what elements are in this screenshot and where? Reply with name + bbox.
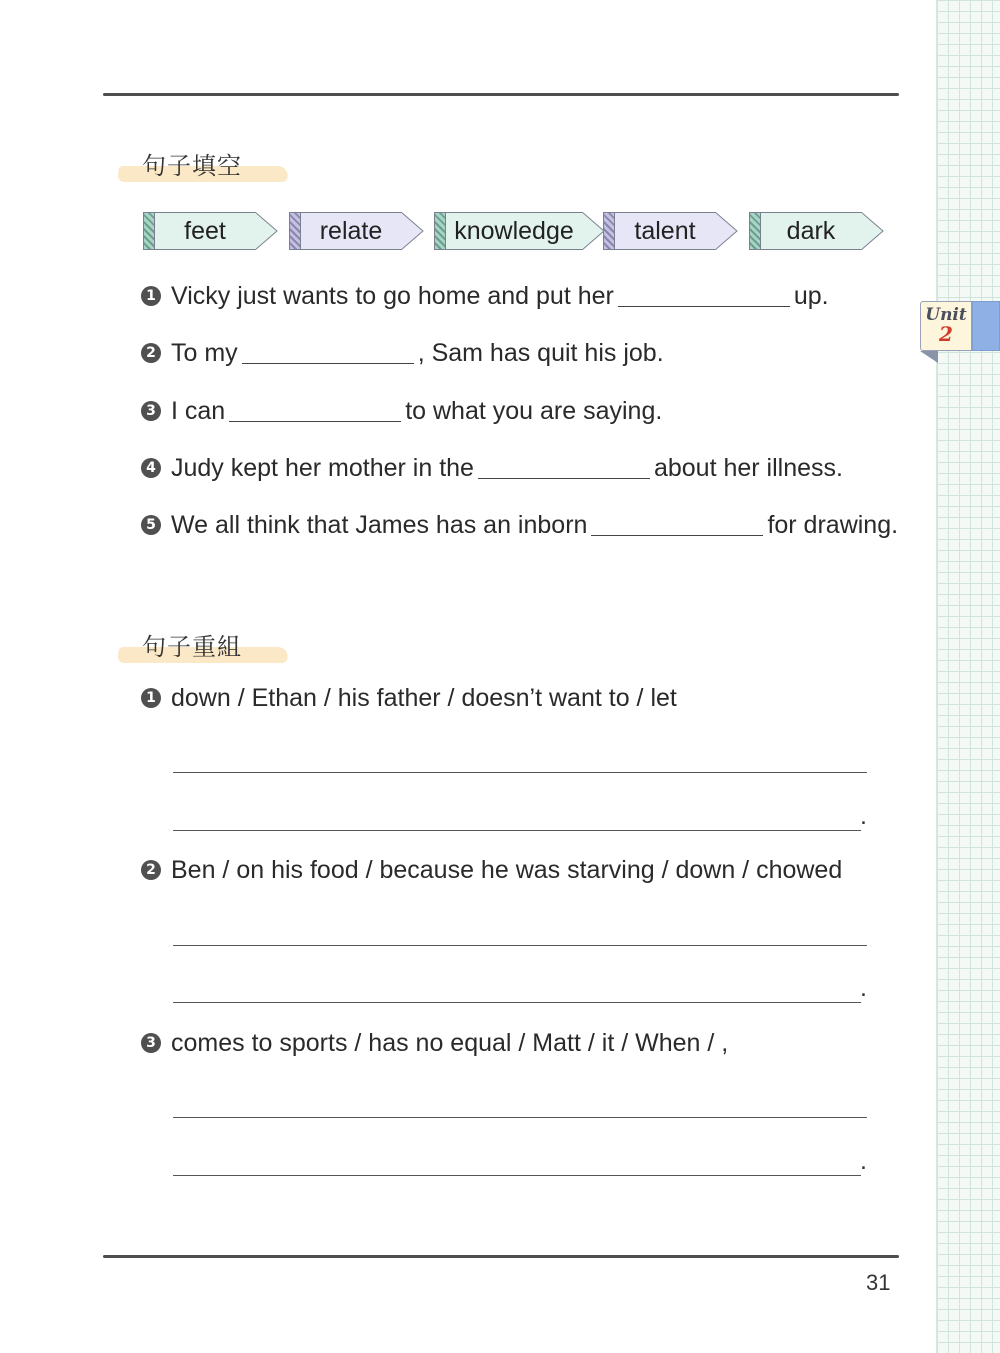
chip-stripe bbox=[143, 212, 155, 250]
answer-blank[interactable] bbox=[478, 477, 650, 479]
answer-line[interactable] bbox=[173, 1117, 867, 1118]
fill-question-4 bbox=[141, 454, 843, 488]
answer-line[interactable] bbox=[173, 1175, 861, 1176]
end-period: . bbox=[860, 974, 867, 1002]
answer-blank[interactable] bbox=[618, 305, 790, 307]
unit-label: Unit bbox=[925, 305, 967, 325]
answer-line[interactable] bbox=[173, 830, 861, 831]
reorder-question-1 bbox=[141, 684, 677, 718]
end-period: . bbox=[860, 1147, 867, 1175]
reorder-question-2 bbox=[141, 856, 842, 890]
answer-blank[interactable] bbox=[591, 534, 763, 536]
chip-word: talent bbox=[615, 212, 715, 250]
question-number-badge: 4 bbox=[141, 458, 161, 478]
section-fill-in-title bbox=[118, 146, 288, 188]
chip-arrow bbox=[255, 212, 279, 250]
reorder-question-3 bbox=[141, 1029, 728, 1063]
question-number-badge: 2 bbox=[141, 343, 161, 363]
reorder-prompt: Ben / on his food / because he was starving / down / chowed bbox=[171, 856, 843, 884]
section-reorder-title bbox=[118, 627, 288, 669]
question-text-after: about her illness. bbox=[653, 454, 843, 482]
question-text-after: up. bbox=[793, 282, 829, 310]
section-title-text: 句子重組 bbox=[142, 633, 242, 661]
reorder-prompt: comes to sports / has no equal / Matt / it / When / , bbox=[171, 1029, 729, 1057]
section-title-text: 句子填空 bbox=[142, 152, 242, 180]
question-text-before: Vicky just wants to go home and put her bbox=[171, 282, 614, 310]
chip-word: relate bbox=[301, 212, 401, 250]
question-text-after: , Sam has quit his job. bbox=[417, 339, 664, 367]
question-number-badge: 1 bbox=[141, 688, 161, 708]
fill-question-1 bbox=[141, 282, 829, 316]
chip-stripe bbox=[749, 212, 761, 250]
unit-tab-fold bbox=[920, 351, 938, 363]
unit-card bbox=[920, 301, 972, 351]
question-text-before: We all think that James has an inborn bbox=[171, 511, 588, 539]
answer-blank[interactable] bbox=[242, 362, 414, 364]
question-number-badge: 1 bbox=[141, 286, 161, 306]
question-text-after: to what you are saying. bbox=[405, 397, 663, 425]
page-number: 31 bbox=[866, 1270, 891, 1295]
question-text-before: Judy kept her mother in the bbox=[171, 454, 474, 482]
chip-stripe bbox=[289, 212, 301, 250]
question-number-badge: 2 bbox=[141, 860, 161, 880]
chip-word: knowledge bbox=[446, 212, 582, 250]
chip-stripe bbox=[434, 212, 446, 250]
chip-arrow bbox=[401, 212, 425, 250]
question-number-badge: 5 bbox=[141, 515, 161, 535]
question-number-badge: 3 bbox=[141, 401, 161, 421]
fill-question-3 bbox=[141, 397, 662, 431]
answer-line[interactable] bbox=[173, 945, 867, 946]
chip-word: dark bbox=[761, 212, 861, 250]
answer-line[interactable] bbox=[173, 1002, 861, 1003]
top-divider bbox=[103, 93, 899, 96]
chip-arrow bbox=[715, 212, 739, 250]
chip-stripe bbox=[603, 212, 615, 250]
question-text-before: To my bbox=[171, 339, 238, 367]
answer-blank[interactable] bbox=[229, 420, 401, 422]
question-text-before: I can bbox=[171, 397, 226, 425]
chip-arrow bbox=[861, 212, 885, 250]
unit-tab-color-band bbox=[972, 301, 1000, 351]
bottom-divider bbox=[103, 1255, 899, 1258]
grid-margin-strip bbox=[936, 0, 1000, 1353]
unit-tab bbox=[918, 301, 1000, 353]
fill-question-2 bbox=[141, 339, 664, 373]
unit-number: 2 bbox=[939, 322, 953, 346]
answer-line[interactable] bbox=[173, 772, 867, 773]
question-number-badge: 3 bbox=[141, 1033, 161, 1053]
chip-word: feet bbox=[155, 212, 255, 250]
reorder-prompt: down / Ethan / his father / doesn’t want to / let bbox=[171, 684, 677, 712]
fill-question-5 bbox=[141, 511, 898, 545]
question-text-after: for drawing. bbox=[767, 511, 899, 539]
end-period: . bbox=[860, 802, 867, 830]
